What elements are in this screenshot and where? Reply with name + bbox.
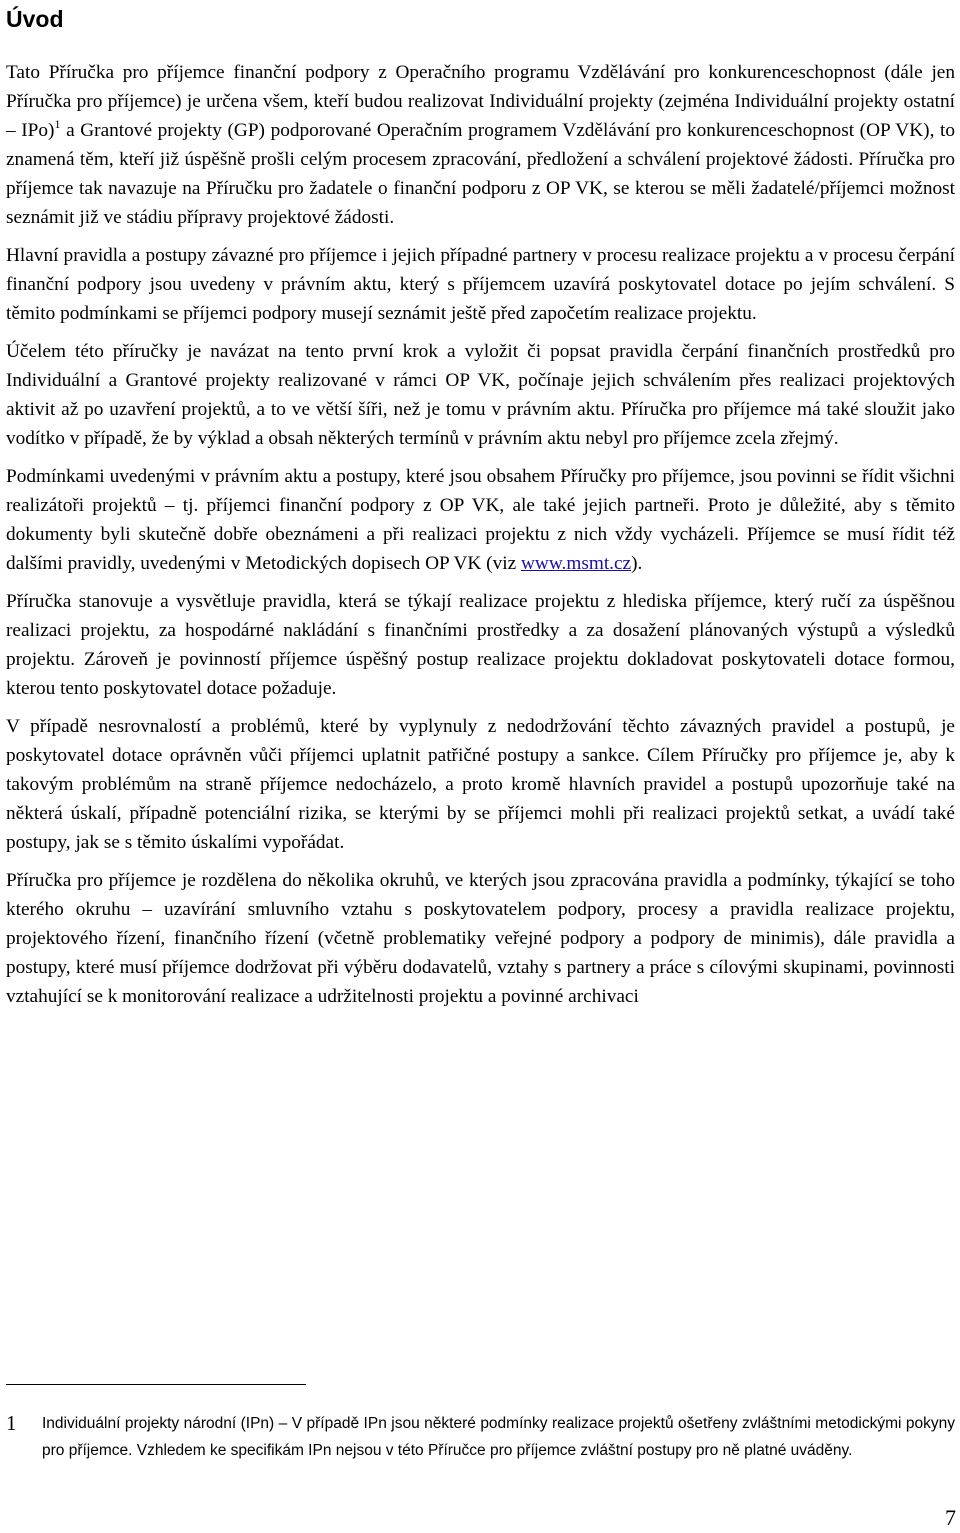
paragraph-rules-explained: Příručka stanovuje a vysvětluje pravidla, která se týkají realizace projektu z hlediska příjemce, který ručí za úspěšnou realizaci projektu, za hospodárné nakládání s finančními prostředky a za dosažení plánovaných výstupů a výsledků projektu. Zároveň je povinností příjemce úspěšný postup realizace projektu dokladovat poskytovateli dotace formou, kterou tento poskytovatel dotace požaduje. — [6, 591, 955, 699]
section-heading: Úvod — [6, 6, 64, 32]
paragraph-sanctions: V případě nesrovnalostí a problémů, které by vyplynuly z nedodržování těchto závazných pravidel a postupů, je poskytovatel dotace oprávněn vůči příjemci uplatnit patřičné postupy a sankce. Cílem Příručky pro příjemce je, aby k takovým problémům na straně příjemce nedocházelo, a proto kromě hlavních pravidel a postupů upozorňuje také na některá úskalí, případně potenciální rizika, se kterými by se příjemci mohli při realizaci projektů setkat, a uvádí také postupy, jak se s těmito úskalími vypořádat. — [6, 716, 955, 853]
paragraph-purpose: Účelem této příručky je navázat na tento první krok a vyložit či popsat pravidla čerpání finančních prostředků pro Individuální a Grantové projekty realizované v rámci OP VK, počínaje jejich schválením přes realizaci projektových aktivit až po uzavření projektů, a to ve větší šíři, než je tomu v právním aktu. Příručka pro příjemce má také sloužit jako vodítko v případě, že by výklad a obsah některých termínů v právním aktu nebyl pro příjemce zcela zřejmý. — [6, 341, 955, 449]
footnote — [6, 1410, 955, 1464]
paragraph-structure: Příručka pro příjemce je rozdělena do několika okruhů, ve kterých jsou zpracována pravidla a podmínky, týkající se toho kterého okruhu – uzavírání smluvního vztahu s poskytovatelem podpory, procesy a pravidla realizace projektu, projektového řízení, finančního řízení (včetně problematiky veřejné podpory a podpory de minimis), dále pravidla a postupy, které musí příjemce dodržovat při výběru dodavatelů, vztahy s partnery a práce s cílovými skupinami, povinnosti vztahující se k monitorování realizace a udržitelnosti projektu a povinné archivaci — [6, 870, 955, 1007]
paragraph-intro-part-2: a Grantové projekty (GP) podporované Operačním programem Vzdělávání pro konkurenceschopnost (OP VK), to znamená těm, kteří již úspěšně prošli celým procesem zpracování, předložení a schválení projektové žádosti. Příručka pro příjemce tak navazuje na Příručku pro žadatele o finanční podporu z OP VK, se kterou se měli žadatelé/příjemci možnost seznámit již ve stádiu přípravy projektové žádosti. — [6, 120, 955, 228]
footnote-divider — [6, 1384, 306, 1385]
body-text — [6, 58, 955, 1020]
paragraph-main-rules: Hlavní pravidla a postupy závazné pro příjemce i jejich případné partnery v procesu realizace projektu a v procesu čerpání finanční podpory jsou uvedeny v právním aktu, který s příjemcem uzavírá poskytovatel dotace po jejím schválení. S těmito podmínkami se příjemci podpory musejí seznámit ještě před započetím realizace projektu. — [6, 245, 955, 324]
page-number: 7 — [945, 1505, 956, 1530]
msmt-link[interactable]: www.msmt.cz — [520, 553, 632, 574]
paragraph-conditions — [6, 462, 955, 578]
footnote-text: Individuální projekty národní (IPn) – V případě IPn jsou některé podmínky realizace projektů ošetřeny zvláštními metodickými pokyny pro příjemce. Vzhledem ke specifikám IPn nejsou v této Příručce pro příjemce zvláštní postupy pro ně platné uváděny. — [42, 1415, 955, 1459]
paragraph-intro-part-1: Tato Příručka pro příjemce finanční podpory z Operačního programu Vzdělávání pro konkurenceschopnost (dále jen Příručka pro příjemce) je určena všem, kteří budou realizovat Individuální projekty (zejména Individuální projekty ostatní – IPo) — [6, 62, 955, 141]
paragraph-intro — [6, 58, 955, 232]
footnote-reference[interactable]: 1 — [54, 116, 61, 131]
paragraph-conditions-part-2: ). — [631, 553, 643, 574]
paragraph-conditions-part-1: Podmínkami uvedenými v právním aktu a postupy, které jsou obsahem Příručky pro příjemce, jsou povinni se řídit všichni realizátoři projektů – tj. příjemci finanční podpory z OP VK, ale také jejich partneři. Proto je důležité, aby s těmito dokumenty byli skutečně dobře obeznámeni a při realizaci projektu z nich vždy vycházeli. Příjemce se musí řídit též dalšími pravidly, uvedenými v Metodických dopisech OP VK (viz — [6, 466, 955, 574]
footnote-number: 1 — [6, 1411, 17, 1435]
